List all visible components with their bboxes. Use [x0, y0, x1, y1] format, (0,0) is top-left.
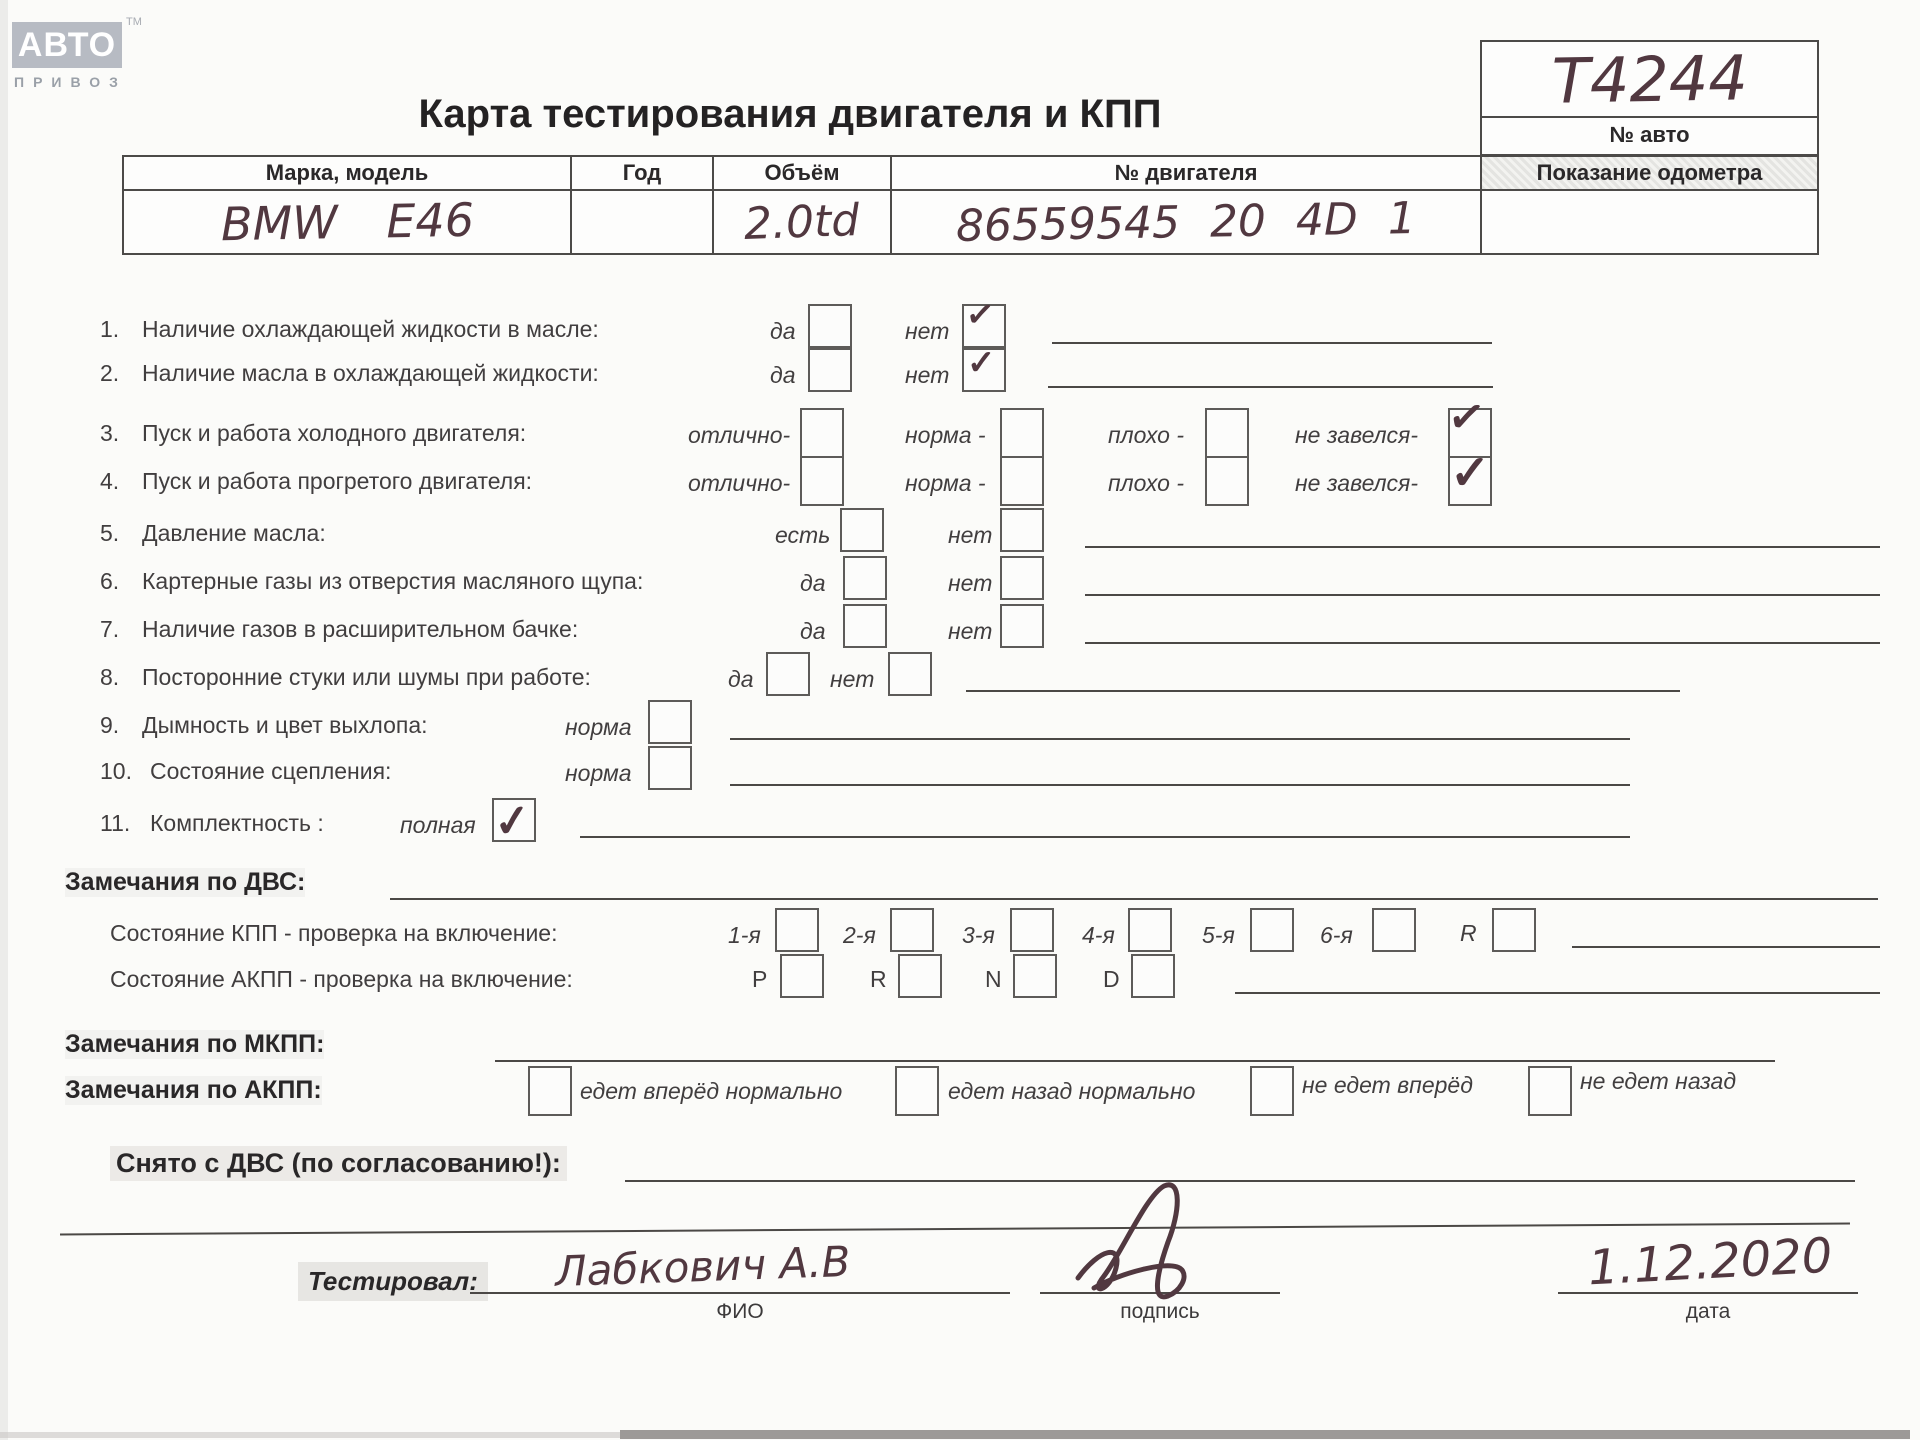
q4-option-nostart-label: не завелся- [1295, 470, 1419, 496]
tester-name-caption: ФИО [716, 1300, 764, 1323]
header-volume: Объём [714, 157, 892, 191]
q3-label: Пуск и работа холодного двигателя: [142, 420, 527, 446]
akpp-gear-p-label: P [752, 966, 768, 992]
logo-tm-mark: TM [126, 16, 142, 28]
date-handwriting: 1.12.2020 [1586, 1227, 1834, 1297]
checkbox-q4-excellent[interactable] [800, 456, 844, 506]
checkbox-q10-norm[interactable] [648, 746, 692, 790]
checkbox-q7-no[interactable] [1000, 604, 1044, 648]
dvs-remarks-label: Замечания по ДВС: [65, 868, 306, 896]
checkbox-q3-norm[interactable] [1000, 408, 1044, 458]
checkbox-q4-norm[interactable] [1000, 456, 1044, 506]
signature-caption: подпись [1120, 1300, 1200, 1323]
checkbox-akpp-n[interactable] [1013, 954, 1057, 998]
kpp-row-label: Состояние КПП - проверка на включение: [110, 920, 558, 946]
logo-bottom-text: ПРИВОЗ [14, 74, 127, 90]
fill-line-q11[interactable] [580, 836, 1630, 838]
checkbox-kpp-gear-4[interactable] [1128, 908, 1172, 952]
q6-option-no-label: нет [948, 570, 993, 596]
kpp-gear-3-label: 3-я [962, 922, 995, 948]
q6-option-yes-label: да [800, 570, 826, 596]
checkbox-akpp-reverse-ok[interactable] [895, 1066, 939, 1116]
q1-label: Наличие охлаждающей жидкости в масле: [142, 316, 599, 342]
akpp-gear-n-label: N [985, 966, 1002, 992]
checkmark-q11-full: ✓ [491, 795, 534, 848]
checkbox-q3-excellent[interactable] [800, 408, 844, 458]
checkmark-q1-no: ✓ [964, 294, 997, 336]
q11-label: Комплектность : [150, 810, 324, 836]
field-make-model[interactable] [124, 191, 572, 253]
q4-label: Пуск и работа прогретого двигателя: [142, 468, 533, 494]
q3-option-norm-label: норма - [905, 422, 986, 448]
akpp-no-reverse-label: не едет назад [1580, 1068, 1737, 1094]
footer-separator-line [60, 1223, 1850, 1236]
q1-option-yes-label: да [770, 318, 796, 344]
fill-line-akpp[interactable] [1235, 992, 1880, 994]
akpp-gear-r-label: R [870, 966, 887, 992]
checkbox-akpp-d[interactable] [1131, 954, 1175, 998]
checkbox-q1-no[interactable] [962, 294, 1006, 348]
checkbox-q5-present[interactable] [840, 508, 884, 552]
checkbox-kpp-gear-5[interactable] [1250, 908, 1294, 952]
q4-number: 4. [100, 468, 120, 494]
checkmark-q4-nostart: ✓ [1450, 447, 1491, 500]
checkbox-q9-norm[interactable] [648, 700, 692, 744]
q8-option-yes-label: да [728, 666, 754, 692]
checkbox-kpp-gear-6[interactable] [1372, 908, 1416, 952]
scan-left-edge [0, 0, 8, 1440]
q10-label: Состояние сцепления: [150, 758, 392, 784]
engine-number-handwriting: 86559545 20 4D 1 [955, 192, 1417, 252]
checkbox-akpp-no-forward[interactable] [1250, 1066, 1294, 1116]
q6-number: 6. [100, 568, 120, 594]
akpp-reverse-ok-label: едет назад нормально [948, 1078, 1196, 1104]
kpp-gear-4-label: 4-я [1082, 922, 1115, 948]
scan-bottom-band-dark [620, 1430, 1910, 1439]
q4-option-bad-label: плохо - [1108, 470, 1184, 496]
q5-label: Давление масла: [142, 520, 326, 546]
mkpp-remarks-label: Замечания по МКПП: [65, 1030, 325, 1058]
logo-top-text: АВТО [17, 25, 117, 64]
q2-option-yes-label: да [770, 362, 796, 388]
fill-line-q5[interactable] [1085, 546, 1880, 548]
checkmark-q2-no: ✓ [967, 344, 996, 382]
q10-option-norm-label: норма [565, 760, 632, 786]
q3-number: 3. [100, 420, 120, 446]
checkbox-q5-absent[interactable] [1000, 508, 1044, 552]
page-title: Карта тестирования двигателя и КПП [418, 92, 1162, 136]
q3-option-excellent-label: отлично- [688, 422, 791, 448]
fill-line-q9[interactable] [730, 738, 1630, 740]
fill-line-dvs-remarks[interactable] [390, 898, 1878, 900]
akpp-no-forward-label: не едет вперёд [1302, 1072, 1473, 1098]
fill-line-removed[interactable] [625, 1180, 1855, 1182]
q4-option-norm-label: норма - [905, 470, 986, 496]
q9-label: Дымность и цвет выхлопа: [142, 712, 428, 738]
fill-line-mkpp-remarks[interactable] [495, 1060, 1775, 1062]
date-caption: дата [1685, 1300, 1731, 1323]
q5-option-present-label: есть [775, 522, 831, 548]
tester-name-line[interactable] [470, 1292, 1010, 1294]
vehicle-number-field[interactable] [1482, 42, 1817, 118]
checkbox-akpp-r[interactable] [898, 954, 942, 998]
kpp-gear-2-label: 2-я [843, 922, 876, 948]
q2-option-no-label: нет [905, 362, 950, 388]
checkmark-q3-nostart: ✓ [1444, 390, 1489, 445]
kpp-gear-1-label: 1-я [728, 922, 761, 948]
vehicle-number-handwriting: T4244 [1551, 40, 1748, 118]
q9-option-norm-label: норма [565, 714, 632, 740]
akpp-remarks-label: Замечания по АКПП: [65, 1076, 322, 1104]
vehicle-info-table [122, 155, 1819, 255]
scan-bottom-band-light [0, 1432, 620, 1438]
q10-number: 10. [100, 758, 132, 784]
q11-number: 11. [100, 810, 131, 836]
field-year[interactable] [572, 191, 714, 253]
field-volume[interactable] [714, 191, 892, 253]
checkbox-q8-yes[interactable] [766, 652, 810, 696]
header-make-model: Марка, модель [124, 157, 572, 191]
q5-option-absent-label: нет [948, 522, 993, 548]
q6-label: Картерные газы из отверстия масляного щупа: [142, 568, 644, 594]
q3-option-nostart-label: не завелся- [1295, 422, 1419, 448]
kpp-gear-6-label: 6-я [1320, 922, 1353, 948]
kpp-gear-r-label: R [1460, 920, 1477, 946]
q8-label: Посторонние стуки или шумы при работе: [142, 664, 591, 690]
checkbox-q11-full[interactable] [491, 795, 536, 848]
checkbox-kpp-gear-1[interactable] [775, 908, 819, 952]
logo-avto [12, 22, 122, 68]
header-odometer: Показание одометра [1482, 157, 1817, 191]
fill-line-q2[interactable] [1048, 386, 1493, 388]
fill-line-kpp[interactable] [1572, 946, 1880, 948]
q7-option-no-label: нет [948, 618, 993, 644]
removed-from-engine-label: Снято с ДВС (по согласованию!): [110, 1146, 567, 1181]
checkbox-akpp-p[interactable] [780, 954, 824, 998]
akpp-forward-ok-label: едет вперёд нормально [580, 1078, 843, 1104]
make-model-handwriting: BMW E46 [220, 192, 474, 252]
q5-number: 5. [100, 520, 120, 546]
akpp-row-label: Состояние АКПП - проверка на включение: [110, 966, 573, 992]
q2-label: Наличие масла в охлаждающей жидкости: [142, 360, 599, 386]
checkbox-kpp-gear-r[interactable] [1492, 908, 1536, 952]
q3-option-bad-label: плохо - [1108, 422, 1184, 448]
fill-line-q6[interactable] [1085, 594, 1880, 596]
fill-line-q10[interactable] [730, 784, 1630, 786]
q8-number: 8. [100, 664, 120, 690]
checkbox-q4-nostart[interactable] [1448, 447, 1492, 506]
kpp-gear-5-label: 5-я [1202, 922, 1235, 948]
checkbox-akpp-no-reverse[interactable] [1528, 1066, 1572, 1116]
q1-option-no-label: нет [905, 318, 950, 344]
header-engine-number: № двигателя [892, 157, 1482, 191]
checkbox-akpp-forward-ok[interactable] [528, 1066, 572, 1116]
fill-line-q8[interactable] [966, 690, 1680, 692]
header-year: Год [572, 157, 714, 191]
checkbox-q3-bad[interactable] [1205, 408, 1249, 458]
tested-by-label: Тестировал: [298, 1262, 488, 1301]
checkbox-q1-yes[interactable] [808, 304, 852, 348]
q9-number: 9. [100, 712, 120, 738]
q7-label: Наличие газов в расширительном бачке: [142, 616, 579, 642]
q4-option-excellent-label: отлично- [688, 470, 791, 496]
checkbox-kpp-gear-3[interactable] [1010, 908, 1054, 952]
vehicle-number-box [1480, 40, 1819, 156]
checkbox-q4-bad[interactable] [1205, 456, 1249, 506]
signature-scribble [1060, 1178, 1240, 1318]
q11-option-full-label: полная [400, 812, 476, 838]
fill-line-q7[interactable] [1085, 642, 1880, 644]
checkbox-q6-no[interactable] [1000, 556, 1044, 600]
fill-line-q1[interactable] [1052, 342, 1492, 344]
q1-number: 1. [100, 316, 120, 342]
checkbox-q7-yes[interactable] [843, 604, 887, 648]
akpp-gear-d-label: D [1103, 966, 1120, 992]
checkbox-q2-yes[interactable] [808, 348, 852, 392]
volume-handwriting: 2.0td [743, 194, 861, 250]
checkbox-q8-no[interactable] [888, 652, 932, 696]
q8-option-no-label: нет [830, 666, 875, 692]
vehicle-number-label: № авто [1609, 122, 1690, 147]
field-engine-number[interactable] [892, 191, 1482, 253]
checkbox-q6-yes[interactable] [843, 556, 887, 600]
field-odometer[interactable] [1482, 191, 1817, 253]
tester-name-handwriting: Лабкович А.В [554, 1236, 852, 1297]
checkbox-kpp-gear-2[interactable] [890, 908, 934, 952]
q7-option-yes-label: да [800, 618, 826, 644]
checkbox-q2-no[interactable] [962, 344, 1006, 392]
q7-number: 7. [100, 616, 120, 642]
q2-number: 2. [100, 360, 120, 386]
